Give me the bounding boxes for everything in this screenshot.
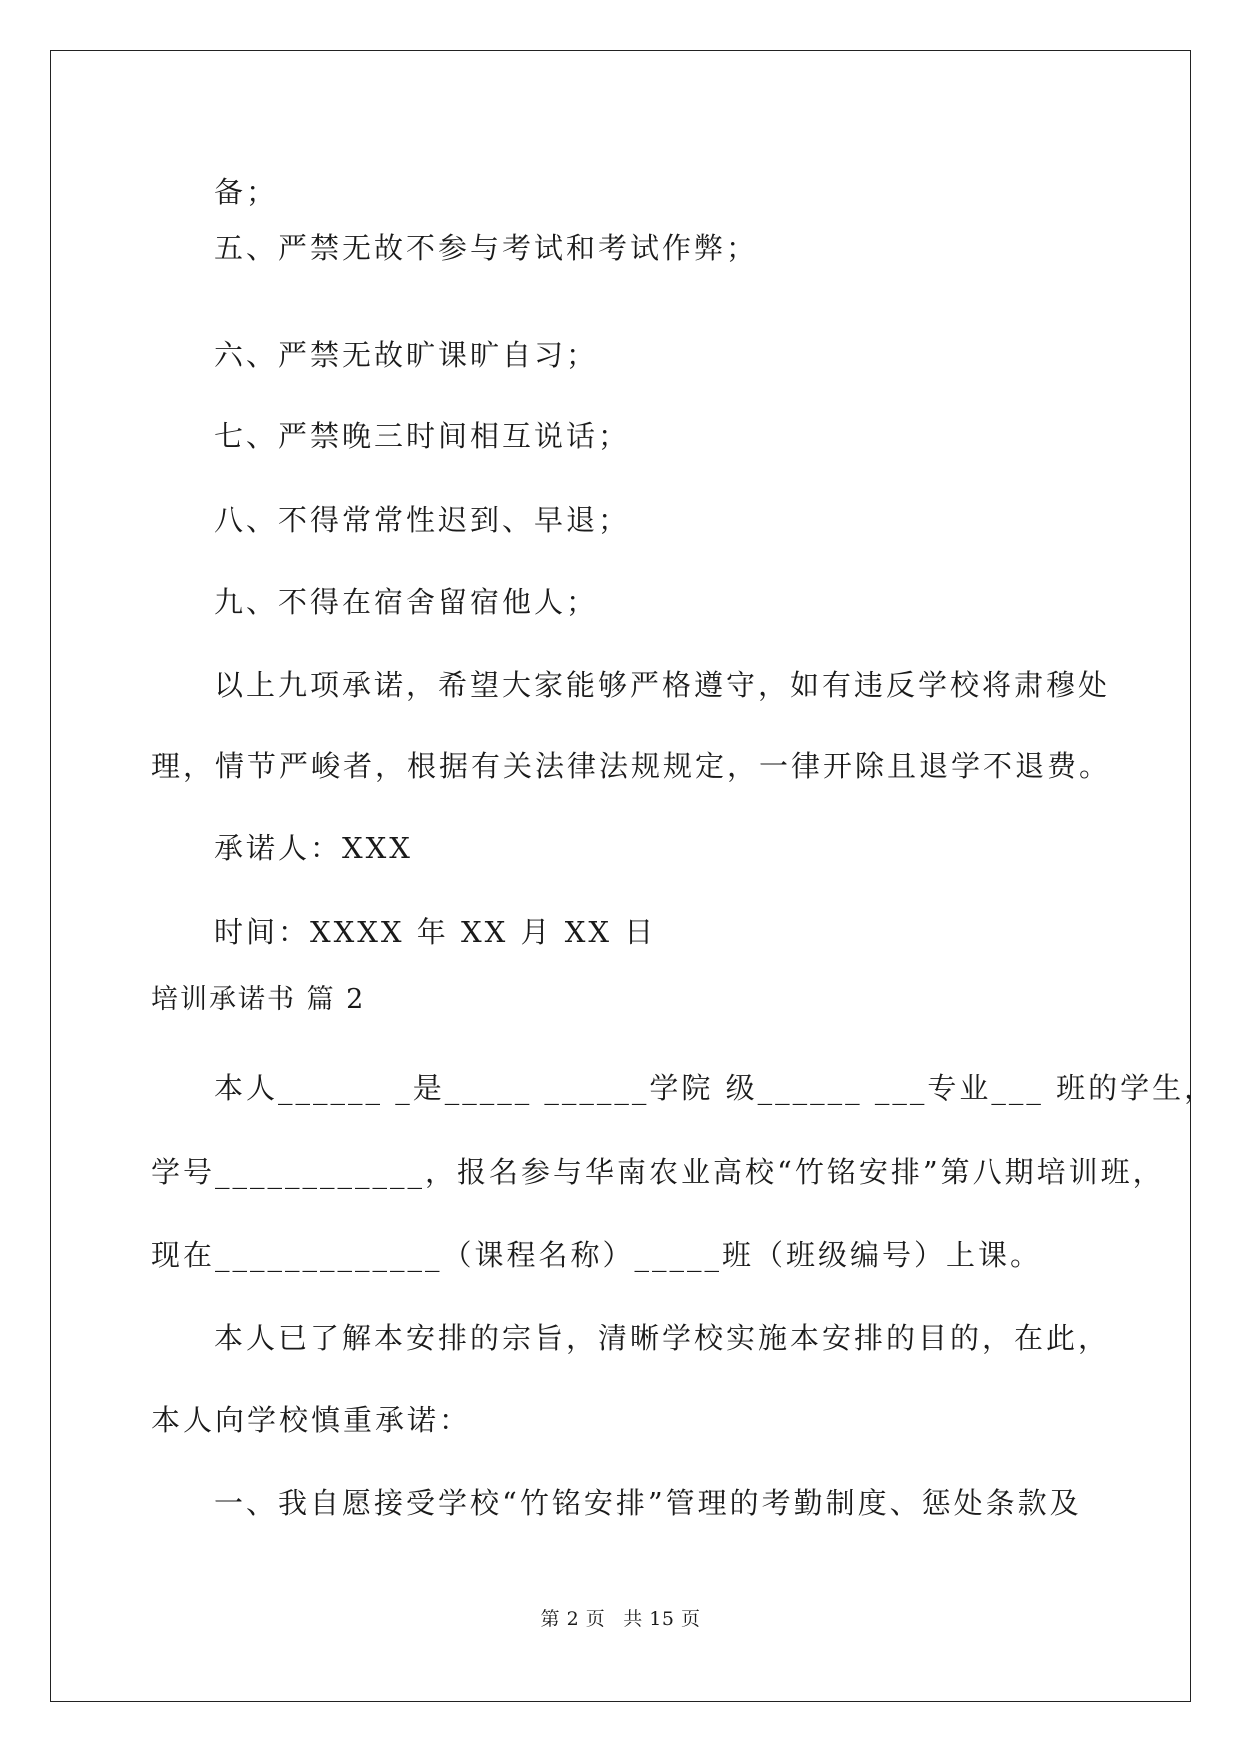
text-line: 九、不得在宿舍留宿他人；: [214, 585, 599, 619]
text-line: 一、我自愿接受学校“竹铭安排”管理的考勤制度、惩处条款及: [214, 1486, 1082, 1520]
page-total: 共 15 页: [623, 1608, 701, 1630]
text-line: 本人______ _是_____ ______学院 级______ ___专业___ 班的学生，: [214, 1071, 1217, 1105]
text-line: 本人已了解本安排的宗旨，清晰学校实施本安排的目的，在此，: [214, 1321, 1111, 1355]
text-line: 学号____________，报名参与华南农业高校“竹铭安排”第八期培训班，: [151, 1155, 1165, 1189]
text-line: 理，情节严峻者，根据有关法律法规规定，一律开除且退学不退费。: [151, 749, 1112, 783]
page-border: [50, 50, 1191, 1702]
text-line: 七、严禁晚三时间相互说话；: [214, 419, 631, 453]
text-line: 备；: [214, 175, 279, 209]
text-line: 五、严禁无故不参与考试和考试作弊；: [214, 231, 759, 265]
date-line: 时间：XXXX 年 XX 月 XX 日: [214, 915, 657, 949]
page-footer: [0, 1607, 1241, 1631]
signatory-line: 承诺人：XXX: [214, 831, 413, 865]
text-line: 八、不得常常性迟到、早退；: [214, 503, 631, 537]
text-line: 本人向学校慎重承诺：: [151, 1403, 472, 1437]
page-number: 第 2 页: [540, 1608, 606, 1630]
text-line: 六、严禁无故旷课旷自习；: [214, 338, 599, 372]
text-line: 现在_____________（课程名称）_____班（班级编号）上课。: [151, 1238, 1043, 1272]
section-heading: 培训承诺书 篇 2: [151, 984, 366, 1015]
text-line: 以上九项承诺，希望大家能够严格遵守，如有违反学校将肃穆处: [214, 668, 1111, 702]
